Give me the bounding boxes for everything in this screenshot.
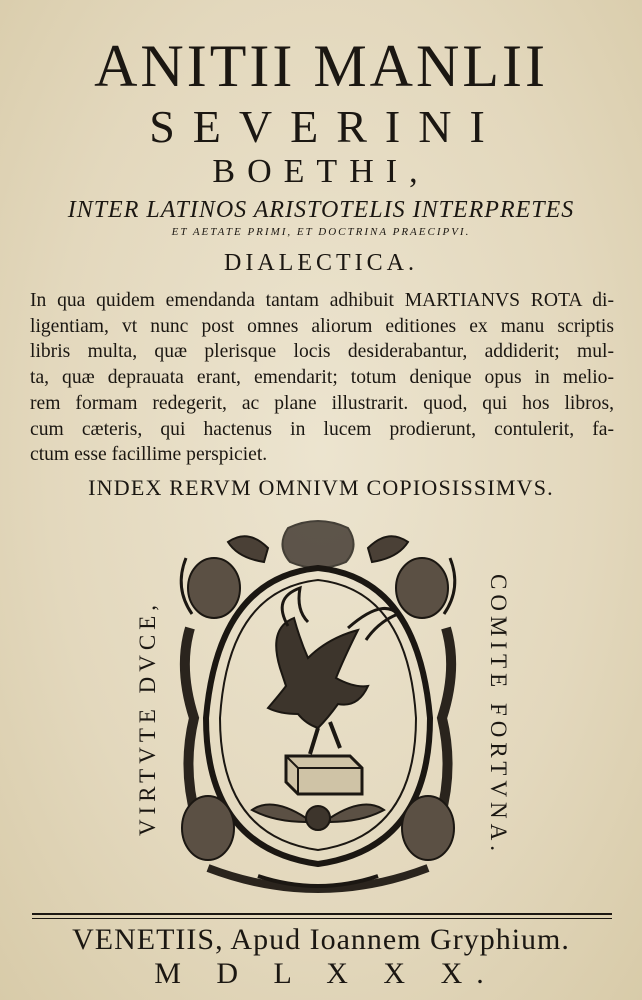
motto-right-text: COMITE FORTVNA. — [486, 574, 511, 856]
subtitle-line2: ET AETATE PRIMI, ET DOCTRINA PRAECIPVI. — [171, 226, 471, 238]
motto-right — [468, 540, 528, 890]
description-line: rem formam redegerit, ac plane illustrarit. quod, qui hos libros, — [30, 392, 614, 414]
motto-left-text: VIRTVTE DVCE, — [135, 599, 160, 837]
author-name-line1: ANITII MANLII — [94, 33, 548, 99]
description-paragraph — [30, 288, 614, 468]
subtitle-line1: INTER LATINOS ARISTOTELIS INTERPRETES — [67, 197, 575, 223]
index-line: INDEX RERVM OMNIVM COPIOSISSIMVS. — [88, 475, 554, 500]
griffin-printers-device-icon — [168, 518, 468, 910]
divider-rule-thin — [32, 918, 612, 919]
description-line: cum cæteris, qui hactenus in lucem prodierunt, contulerit, fa- — [30, 418, 614, 440]
divider-rule — [32, 913, 612, 915]
author-name-line2: SEVERINI — [149, 101, 503, 152]
imprint-line: VENETIIS, Apud Ioannem Gryphium. — [72, 923, 570, 956]
description-line: libris multa, quæ plerisque locis desiderabantur, addiderit; mul- — [30, 341, 614, 363]
imprint-year: M D L X X X. — [154, 957, 498, 990]
work-title: DIALECTICA. — [224, 250, 418, 276]
description-line: ta, quæ deprauata erant, emendarit; totum denique opus in melio- — [30, 367, 614, 389]
description-line: ligentiam, vt nunc post omnes aliorum editiones ex manu scriptis — [30, 315, 614, 337]
author-name-line3: BOETHI, — [212, 153, 430, 190]
description-line: ctum esse facillime perspiciet. — [30, 444, 268, 466]
description-line: In qua quidem emendanda tantam adhibuit MARTIANVS ROTA di- — [30, 290, 614, 311]
